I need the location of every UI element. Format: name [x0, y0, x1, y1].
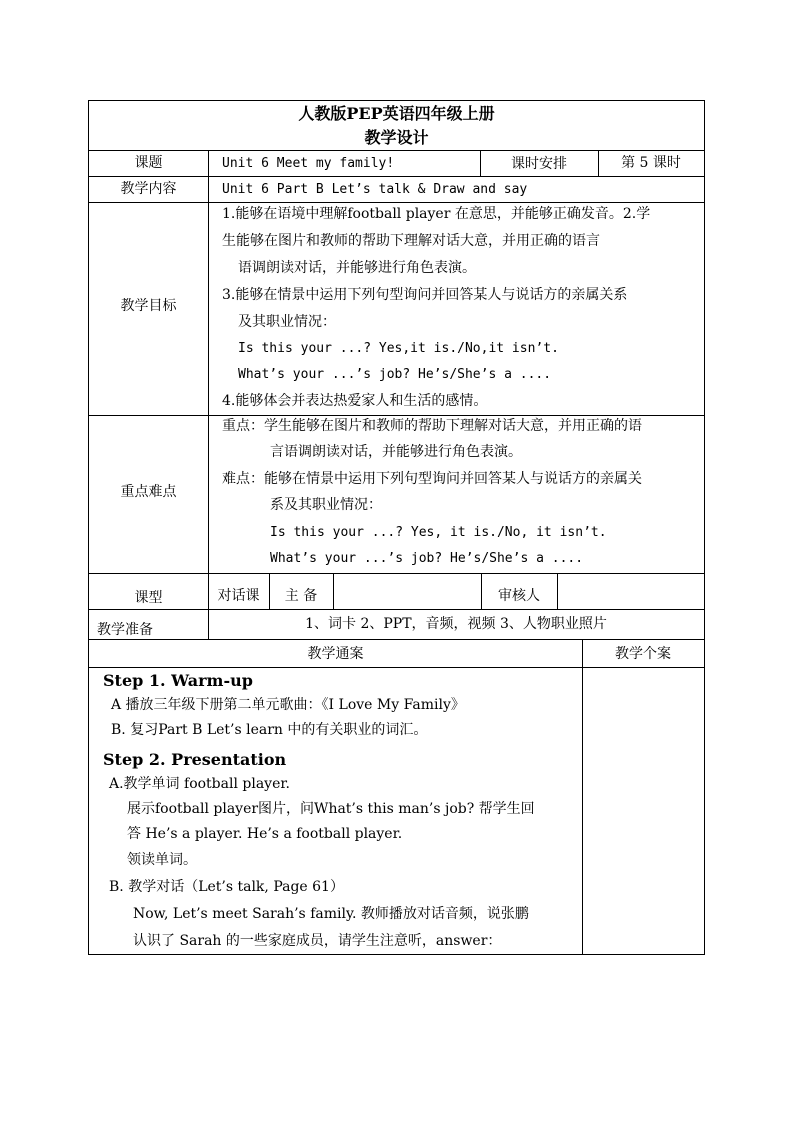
key-line: What’s your ...’s job? He’s/She’s a .... — [270, 551, 584, 566]
topic-label: 课题 — [134, 155, 163, 171]
lesson-plan-table — [88, 100, 705, 955]
step2-line: 领读单词。 — [127, 852, 197, 868]
step2-line: 答 He’s a player. He’s a football player. — [127, 826, 403, 842]
key-line: 系及其职业情况： — [270, 497, 382, 513]
document-title: 人教版PEP英语四年级上册 — [298, 104, 495, 123]
step2-line: 认识了 Sarah 的一些家庭成员，请学生注意听，answer： — [133, 933, 502, 949]
key-line: Is this your ...? Yes, it is./No, it isn’t. — [270, 525, 607, 540]
plan-header-common: 教学通案 — [307, 646, 364, 662]
topic-value: Unit 6 Meet my family! — [222, 156, 395, 171]
prep-label: 教学准备 — [97, 622, 153, 638]
key-label: 重点难点 — [120, 484, 177, 500]
reviewer-label: 审核人 — [498, 588, 540, 604]
step2-line: B. 教学对话（Let’s talk, Page 61） — [109, 879, 344, 895]
goals-line: Is this your ...? Yes,it is./No,it isn’t. — [238, 341, 559, 356]
content-label: 教学内容 — [120, 181, 177, 197]
goals-line: 3.能够在情景中运用下列句型询问并回答某人与说话方的亲属关系 — [222, 287, 628, 303]
type-label: 课型 — [134, 590, 163, 606]
document-subtitle: 教学设计 — [364, 128, 429, 147]
key-line: 言语调朗读对话，并能够进行角色表演。 — [270, 444, 522, 460]
goals-line: 及其职业情况： — [238, 314, 336, 330]
goals-label: 教学目标 — [120, 298, 177, 314]
step2-line: Now, Let’s meet Sarah’s family. 教师播放对话音频，说张鹏 — [133, 906, 529, 922]
step2-line: A.教学单词 football player. — [109, 776, 290, 792]
goals-line: 1.能够在语境中理解football player 在意思，并能够正确发音。2.学 — [222, 206, 651, 222]
step1-item-b: B. 复习Part B Let’s learn 中的有关职业的词汇。 — [111, 722, 428, 738]
schedule-value: 第 5 课时 — [621, 155, 681, 171]
content-value: Unit 6 Part B Let’s talk & Draw and say — [222, 182, 528, 197]
goals-line: 语调朗读对话，并能够进行角色表演。 — [238, 260, 476, 276]
step2-heading: Step 2. Presentation — [103, 750, 287, 769]
step2-line: 展示football player图片，问What’s this man’s job? 帮学生回 — [127, 801, 535, 817]
key-line: 难点：能够在情景中运用下列句型询问并回答某人与说话方的亲属关 — [222, 471, 642, 487]
step1-heading: Step 1. Warm-up — [103, 671, 253, 690]
goals-line: What’s your ...’s job? He’s/She’s a .... — [238, 367, 552, 382]
goals-line: 4.能够体会并表达热爱家人和生活的感情。 — [222, 393, 488, 409]
goals-line: 生能够在图片和教师的帮助下理解对话大意，并用正确的语言 — [222, 233, 600, 249]
type-value: 对话课 — [217, 588, 260, 604]
plan-header-individual: 教学个案 — [615, 646, 671, 662]
lead-label: 主 备 — [284, 588, 318, 604]
step1-item-a: A 播放三年级下册第二单元歌曲：《I Love My Family》 — [111, 697, 465, 713]
key-line: 重点：学生能够在图片和教师的帮助下理解对话大意，并用正确的语 — [222, 418, 642, 434]
prep-value: 1、词卡 2、PPT，音频，视频 3、人物职业照片 — [305, 616, 607, 632]
schedule-label: 课时安排 — [511, 156, 567, 172]
